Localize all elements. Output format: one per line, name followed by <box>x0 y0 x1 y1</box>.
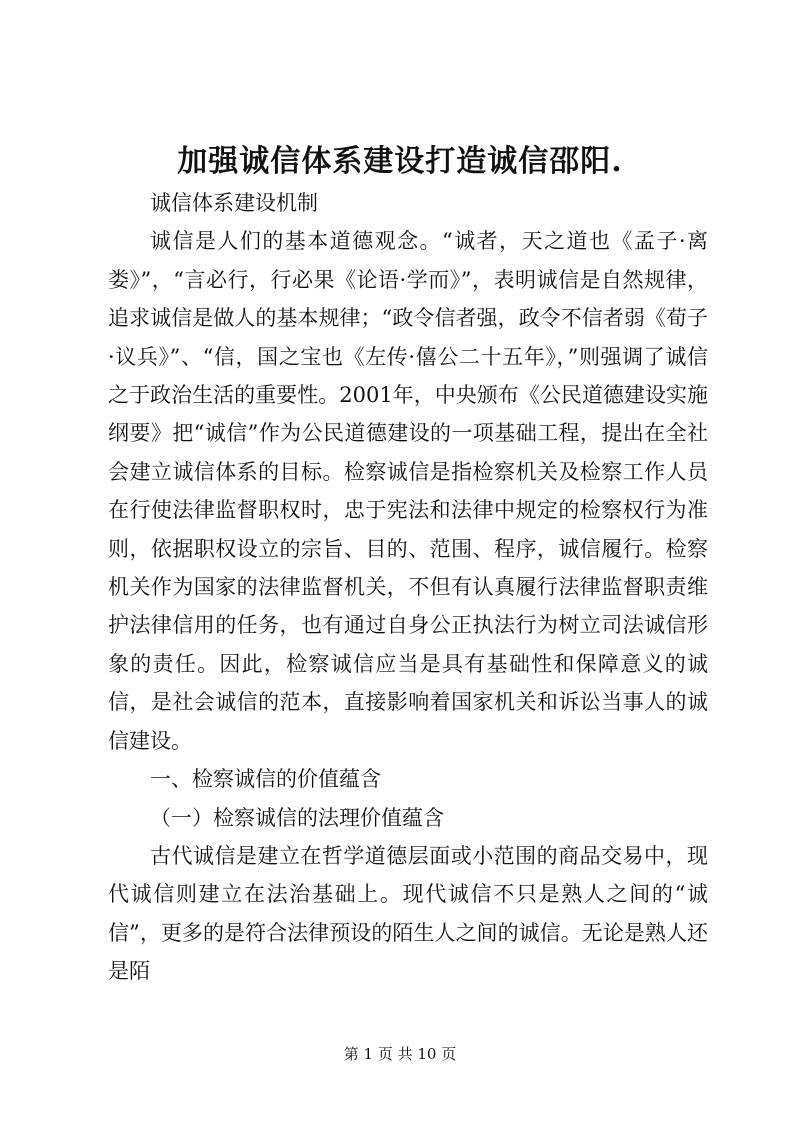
body-paragraph: 古代诚信是建立在哲学道德层面或小范围的商品交易中，现代诚信则建立在法治基础上。现代诚信不只是熟人之间的“诚信”，更多的是符合法律预设的陌生人之间的诚信。无论是熟人还是陌 <box>108 843 708 984</box>
subsection-heading: （一）检察诚信的法理价值蕴含 <box>150 805 444 830</box>
page-footer: 第 1 页 共 10 页 <box>343 1045 457 1063</box>
section-heading: 诚信体系建设机制 <box>150 191 318 215</box>
section-heading: 一、检察诚信的价值蕴含 <box>150 767 381 792</box>
body-paragraph: 诚信是人们的基本道德观念。“诚者，天之道也《孟子·离娄》”，“言必行，行必果《论语·学而》”，表明诚信是自然规律，追求诚信是做人的基本规律；“政令信者强，政令不信者弱《荀子·议兵》”、“信，国之宝也《左传·僖公二十五年》，”则强调了诚信之于政治生活的重要性。2001年，中央颁布《公民道德建设实施纲要》把“诚信”作为公民道德建设的一项基础工程，提出在全社会建立诚信体系的目标。检察诚信是指检察机关及检察工作人员在行使法律监督职权时，忠于宪法和法律中规定的检察权行为准则，依据职权设立的宗旨、目的、范围、程序，诚信履行。检察机关作为国家的法律监督机关，不但有认真履行法律监督职责维护法律信用的任务，也有通过自身公正执法行为树立司法诚信形象的责任。因此，检察诚信应当是具有基础性和保障意义的诚信，是社会诚信的范本，直接影响着国家机关和诉讼当事人的诚信建设。 <box>108 229 708 753</box>
document-body <box>108 184 708 991</box>
document-title: 加强诚信体系建设打造诚信邵阳. <box>177 144 623 179</box>
